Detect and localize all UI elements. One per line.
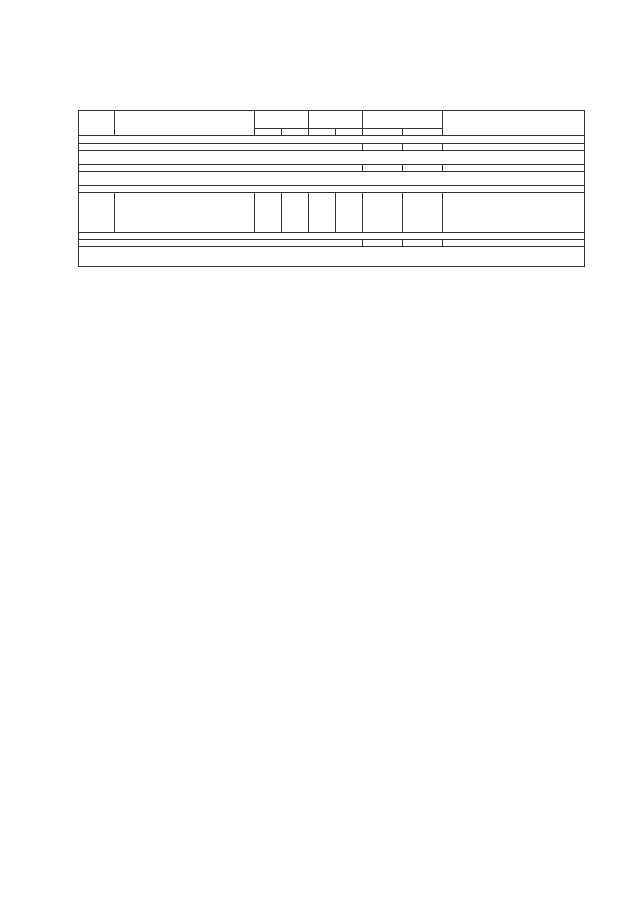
subheader-fact <box>336 129 363 136</box>
header-note <box>443 111 585 136</box>
header-num <box>79 111 115 136</box>
subheader-plan <box>309 129 336 136</box>
report-table <box>78 110 585 267</box>
header-end <box>309 111 363 129</box>
header-name <box>115 111 255 136</box>
header-cost <box>363 111 443 129</box>
subheader-fact <box>282 129 309 136</box>
group-3-2-row <box>79 233 585 240</box>
group-3-1-row <box>79 186 585 193</box>
subheader-fact <box>403 129 443 136</box>
table-row <box>79 193 585 233</box>
subheader-plan <box>363 129 403 136</box>
header-start <box>255 111 309 129</box>
table-header-row <box>79 111 585 129</box>
group-4-row <box>79 247 585 267</box>
group-2-total-row <box>79 165 585 172</box>
group-3-row <box>79 172 585 186</box>
group-1-total-row <box>79 144 585 151</box>
group-1-row <box>79 136 585 144</box>
subheader-plan <box>255 129 282 136</box>
group-3-total-row <box>79 240 585 247</box>
group-2-row <box>79 151 585 165</box>
